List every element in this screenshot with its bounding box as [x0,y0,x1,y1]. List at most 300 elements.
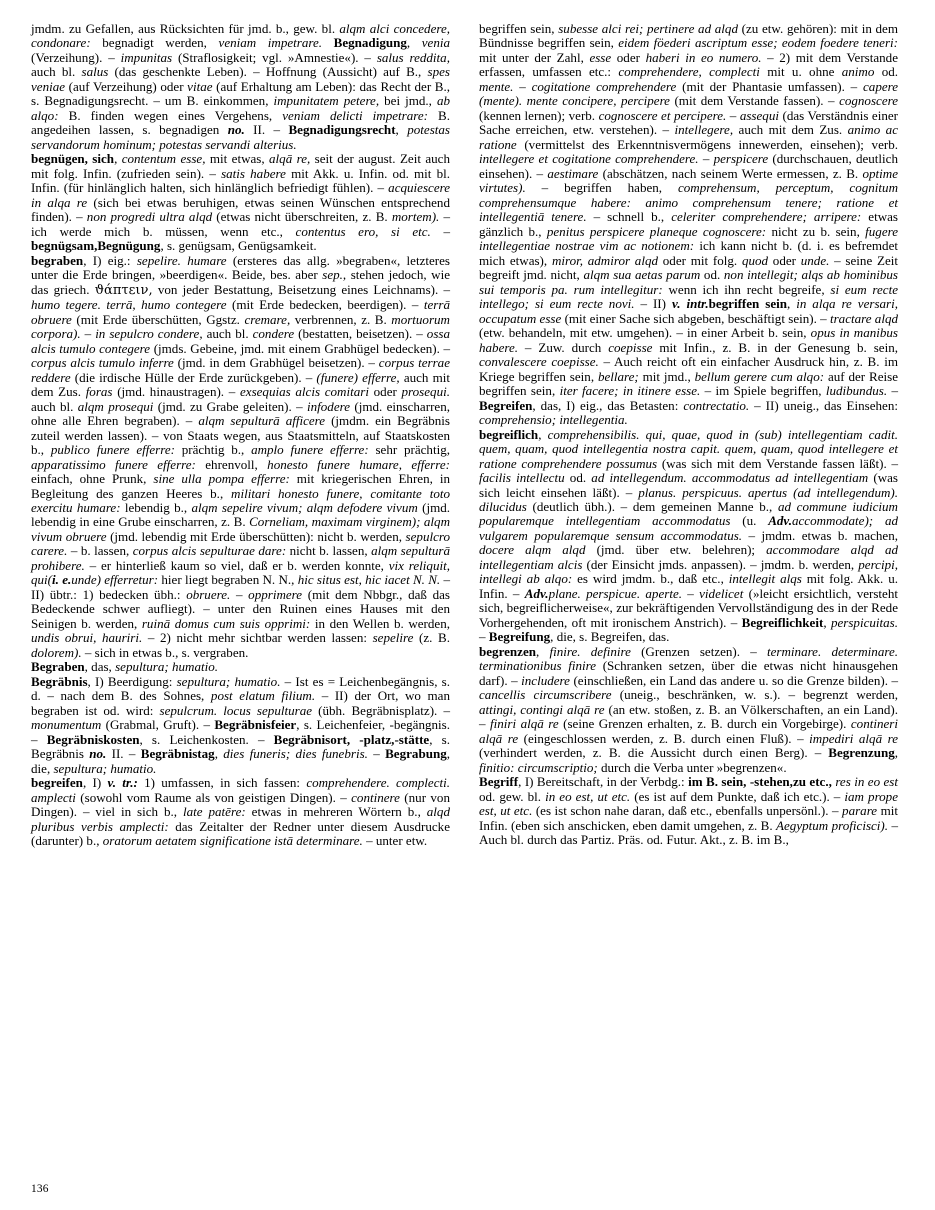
german-text: (das Verständnis einer Sache erreichen, etw. verstehen). – [479,107,898,138]
latin-gloss: animo ac ratione [479,122,898,152]
german-text: ich kann nicht b. (d. i. es befremdet mich etwas), [479,238,898,268]
german-text: – [430,223,450,239]
latin-gloss: accommodate); ad vulgarem popularemque sensum accommodatus. [479,513,898,543]
latin-gloss: iam prope est, ut etc. [479,788,898,819]
german-text: – er hinterließ kaum so viel, daß er b. werden konnte, [84,557,389,573]
german-text: (das geschenkte Leben). – Hoffnung (Aussicht) auf B., [108,64,428,80]
german-text: (jmd. einscharren, ohne alle Ehren begraben). – [31,398,450,429]
german-text: (jmds. Gebeine, jmd. mit einem Grabhügel bedecken). – [150,340,451,356]
dictionary-entry [479,775,898,847]
german-text: (jmd. in dem Grabhügel beisetzen). – [173,355,379,371]
latin-gloss: corpus alcis sepulturae dare: [132,543,287,559]
latin-gloss: veniam delicti impetrare: [282,107,428,123]
german-text: (»leicht ersichtlich, versteht sich, begreiflicherweise«, zur bekräftigenden Vervollständigung des in der Rede Vorhergehenden, oft mit ironischem Anstrich). – [479,585,898,630]
latin-gloss: parare [842,803,878,819]
german-text: etwas in mehreren Wörtern b., [245,804,427,820]
headword-or-emphasis: Begreifen [479,397,533,413]
latin-gloss: finiri alqā re [490,716,559,732]
german-text: etwas gänzlich b., [479,209,898,239]
latin-gloss: terrā obruere [31,297,450,327]
latin-gloss: subesse alci rei; pertinere ad alqd [558,21,738,36]
latin-gloss: res in eo est [835,774,899,790]
dictionary-entry [31,660,450,674]
latin-gloss: comprehensum, perceptum, cognitum comprehensumque habere: animo comprehensum tenere; ratione et intellegentiā tenere. [479,180,898,225]
latin-gloss: impunitatem petere, [273,93,380,109]
latin-gloss: ab alqo: [31,93,450,123]
latin-gloss: sepulcrum. locus sepulturae [159,702,313,718]
german-text: nicht b. lassen, [286,543,372,559]
german-text: mit etwas, [205,151,270,167]
headword-or-emphasis: Begrenzung [828,745,895,761]
latin-gloss: Corneliam, maximam virginem); alqm vivum obruere [31,514,450,544]
latin-gloss: alqm sua aetas parum [583,267,701,283]
german-text: (mit dem Verstande fassen). – [669,93,840,109]
latin-gloss: amplo funere efferre: [251,442,369,458]
latin-gloss: obruere. [186,586,231,602]
headword-or-emphasis: Begrabung [385,746,447,762]
german-text: – [230,586,249,602]
latin-gloss: continere [351,789,400,805]
german-text: , I) Bereitschaft, in der Verbdg.: [518,774,689,790]
german-text: (was sich mit dem Verstande fassen läßt). – [657,455,898,471]
latin-gloss: finitio: circumscriptio; [479,759,598,775]
german-text: begnadigt werden, [90,35,219,51]
two-column-text-body [31,22,899,1160]
german-text: , das, I) eig., das Betasten: [532,397,684,413]
latin-gloss: sep., [322,267,347,283]
latin-gloss: undis obrui, hauriri. [31,630,143,646]
german-text: durch die Verba unter »begrenzen«. [597,759,787,775]
german-text: , die, s. Begreifen, das. [550,629,670,645]
latin-gloss: contentum esse, [121,151,206,167]
headword-or-emphasis: begreifen [31,775,83,791]
german-text: B. angedeihen lassen, s. begnadigen [31,107,450,138]
german-text: begriffen sein, [479,21,559,36]
german-text: prächtig b., [174,442,252,458]
latin-gloss: sepelire. humare [136,252,227,268]
latin-gloss: comprehendere, complecti [618,64,760,80]
latin-gloss: spes veniae [31,64,451,94]
german-text: (mit Erde überschütten, Ggstz. [71,311,245,327]
german-text: (vermittelst des Erkenntnisvermögens innewerden, einsehen); verb. [516,136,898,152]
german-text: (es ist auf dem Punkte, daß ich etc.). – [630,788,845,804]
german-text: (etw. behandeln, mit etw. umgehen). – in einer Arbeit b. sein, [479,325,811,341]
latin-gloss: contineri alqā re [479,716,898,746]
german-text: sehr prächtig, [368,442,450,458]
german-text: (mit Erde bedecken, beerdigen). – [226,297,424,313]
german-text: (z. B. [413,630,450,646]
german-text: auch bl. [31,64,82,80]
latin-gloss: docere alqm alqd [479,542,586,558]
german-text: , [894,745,898,761]
latin-gloss: comprehendere. complecti. amplecti [31,775,451,805]
latin-gloss: perspicere [713,151,769,167]
page-number: 136 [31,1183,49,1195]
latin-gloss: potestas servandorum hominum; potestas servandi alterius. [31,122,450,152]
latin-gloss: quod [741,252,769,268]
latin-gloss: in sepulcro condere, [95,326,203,342]
latin-gloss: salus reddita, [376,49,450,65]
german-text: (übh. Begräbnisplatz). – [312,702,450,718]
latin-gloss: planus. perspicuus. apertus (ad intellegendum). dilucidus [479,484,898,514]
german-text: – II) [634,296,672,312]
german-text: – II) uneig., das Einsehen: [749,397,898,413]
latin-gloss: alqm sepulturā prohibere. [31,543,450,573]
german-text: (Verzeihung). – [31,49,121,65]
latin-gloss: condere [252,326,295,342]
headword-or-emphasis: Begnadigung [333,35,407,51]
german-text: (sowohl vom Raume als von geistigen Dingen). – [75,789,352,805]
german-text: 1) umfassen, in sich fassen: [137,775,307,791]
latin-gloss: terminare. determinare. terminationibus finire [479,643,898,674]
headword-or-emphasis: v. tr.: [107,775,138,791]
german-text: es wird jmdm. b., daß etc., [572,571,729,587]
german-text: (mit der Phantasie umfassen). – [676,78,863,94]
latin-gloss: dies funeris; dies funebris. [223,746,368,762]
latin-gloss: cognoscere [839,93,898,109]
german-text: (kennen lernen); verb. [479,107,599,123]
german-text: (der Einsicht jmds. anpassen). – jmdm. b. werden, [582,556,859,572]
headword-or-emphasis: v. intr. [671,296,709,312]
latin-gloss: non progredi ultra alqd [86,209,213,225]
german-text: – jmdm. etwas b. machen, [742,527,898,543]
german-text: – Auch reicht oft ein einfacher Ausdruck hin, z. B. im Kriege begriffen sein, [479,354,898,384]
german-text: – Auch bl. durch das Partiz. Präs. od. Futur. Akt., z. B. im B., [479,817,898,848]
german-text: (durchschauen, deutlich einsehen). – [479,151,899,181]
latin-gloss: si eum recte intellego; si eum recte novi. [479,281,898,312]
latin-gloss: finire. definire [549,643,631,659]
german-text: – [80,326,96,342]
latin-gloss: bellum gerere cum alqo: [694,368,825,384]
headword-or-emphasis: Begreifung [488,629,551,645]
german-text: – seine Zeit begreift jmd. nicht, [479,252,899,283]
latin-gloss: penitus perspicere planeque cognoscere: [546,223,767,239]
german-text: (mit einer Sache sich abgeben, beschäftigt sein). – [561,310,830,326]
german-text: bei jmd., [379,93,437,109]
latin-gloss: venia [421,35,451,51]
latin-gloss: alqd pluribus verbis amplecti: [31,804,450,834]
german-text: (Grenzen setzen). – [630,643,767,659]
german-text: – [513,78,532,94]
german-text: (was sich leicht einsehen läßt). – [479,470,898,500]
latin-gloss: contentus ero, si etc. [295,223,431,239]
german-text: von jeder Bestattung, Beisetzung eines Leichnams). – [152,281,450,297]
latin-gloss: intellegere et cogitatione comprehendere. [479,151,699,167]
latin-gloss: perspicuitas. [830,614,898,630]
latin-gloss: comprehensio; intellegentia. [479,412,628,428]
latin-gloss: coepisse [608,339,653,355]
german-text: seit der august. Zeit auch mit folg. Infin. (zufrieden sein). – [31,151,450,181]
headword-or-emphasis: begraben [31,252,84,268]
latin-gloss: unde. [800,252,830,268]
german-text: , das, [84,659,116,675]
german-text: , s. Leichenkosten. – [139,731,274,747]
german-text: II. – [106,746,141,762]
latin-gloss: mortem). [391,209,440,225]
latin-gloss: sine ulla pompa efferre: [153,471,290,487]
german-text: , [395,122,408,138]
german-text: , I) eig.: [83,252,137,268]
latin-gloss: unde) efferretur: [71,572,159,588]
latin-gloss: cremare, [244,311,291,327]
latin-gloss: monumentum [31,717,102,733]
german-text: (bestatten, beisetzen). – [294,326,427,342]
german-text: – unter etw. [362,833,428,849]
latin-gloss: veniam impetrare. [218,35,323,51]
german-text: – 2) nicht mehr sichtbar werden lassen: [142,630,373,646]
dictionary-entry [31,152,450,253]
german-text: das Zeitalter der Redner unter diesem Ausdrucke (darunter) b., [31,818,450,849]
right-text-column [479,22,898,848]
dictionary-entry [31,22,450,152]
latin-gloss: cancellis circumscribere [479,687,612,703]
latin-gloss: tractare alqd [829,310,898,326]
headword-or-emphasis: begreiflich [479,426,539,442]
latin-gloss: eidem föederi ascriptum esse; eodem foedere teneri: [618,35,898,51]
german-text: auch bl. [202,326,253,342]
latin-gloss: sepultura; humatio. [176,673,281,689]
headword-or-emphasis: begriffen sein [708,296,787,312]
german-text: (jmd. lebendig in eine Grube einscharren, z. B. [31,499,451,530]
german-text: II. – [244,122,289,138]
german-text: – II) übtr.: 1) bedecken übh.: [31,572,451,602]
latin-gloss: alqm prosequi [77,398,154,414]
german-text: wenn ich ihn recht begreife, [662,281,831,297]
german-text: mit unter der Zahl, [479,49,590,65]
latin-gloss: opprimere [248,586,303,602]
german-text: oder [611,49,646,65]
german-text: , [536,643,550,659]
german-text: od. gew. bl. [479,788,546,804]
german-text: auf der Reise begriffen sein, [479,368,898,399]
headword-or-emphasis: begrenzen [479,643,537,659]
german-text: (jmd. lebendig mit Erde überschütten): nicht b. werden, [106,528,406,544]
headword-or-emphasis: Begreiflichkeit [741,614,824,630]
german-text: (u. [730,513,769,529]
german-text: (Grabmal, Gruft). – [101,717,215,733]
dictionary-entry [31,675,450,776]
german-text: oder [768,252,801,268]
latin-gloss: in eo est, ut etc. [545,788,631,804]
german-text: – ich werde mich b. müssen, wenn etc., [31,209,451,239]
latin-gloss: intellegere, [674,122,734,138]
latin-gloss: alqm sepulturā afficere [198,413,326,429]
german-text: oder mit folg. [658,252,742,268]
headword-or-emphasis: Begräbnisort, -platz,-stätte [273,731,430,747]
german-text: (jmd. hinaustragen). – [112,384,240,400]
dictionary-entry [479,22,898,428]
german-text: auch mit dem Zus. [733,122,848,138]
german-text: oder [368,384,402,400]
latin-gloss: opus in manibus habere. [479,325,898,355]
latin-gloss: alqā re, [269,151,311,167]
latin-gloss: mortuorum corpora). [31,311,450,342]
latin-gloss: dolorem). [31,644,82,660]
german-text: , [114,151,122,167]
german-text: (verhindert werden, z. B. die Aussicht durch einen Berg). – [479,745,829,761]
german-text: (sich bei etwas beruhigen, etwas seinen Wünschen entsprechend finden). – [31,194,450,225]
greek-gloss: ϑάπτειν, [94,282,153,298]
german-text: – Ist es = Leichenbegängnis, s. d. – nach dem B. des Sohnes, [31,673,451,704]
german-text: – II) der Ort, wo man begraben ist od. wird: [31,688,450,718]
german-text: , s. Begräbnis [31,731,450,762]
latin-gloss: alqm sepelire vivum; alqm defodere vivum [191,499,418,515]
latin-gloss: ossa alcis tumulo contegere [31,326,450,356]
latin-gloss: impediri alqā re [809,730,898,746]
headword-or-emphasis: Begräbnistag [140,746,215,762]
headword-or-emphasis: Adv. [524,585,549,601]
german-text: – [726,107,740,123]
german-text: – [682,585,700,601]
latin-gloss: videlicet [699,585,744,601]
german-text: B. finden wegen eines Vergehens, [58,107,283,123]
german-text: , die, [31,746,450,776]
latin-gloss: fugere intellegentiae nostrae vim ac notionem: [479,223,899,254]
latin-gloss: animo [841,64,875,80]
latin-gloss: cognoscere et percipere. [598,107,727,123]
german-text: nicht zu b. sein, [766,223,866,239]
german-text: (zu etw. gehören): mit in dem Bündnisse begriffen sein, [479,21,898,51]
latin-gloss: hic situs est, hic iacet N. N. [297,572,441,588]
german-text: mit jmd., [638,368,695,384]
latin-gloss: infodere [307,398,350,414]
headword-or-emphasis: Begriff [479,774,519,790]
german-text: (uneig., beschränken, w. s.). – begrenzt werden, [611,687,898,703]
latin-gloss: vix reliquit, qui( [31,557,450,588]
latin-gloss: esse [589,49,612,65]
german-text: mit Infin. (eben sich anschicken, eben damit umgehen, z. B. [479,803,898,833]
german-text: verbrennen, z. B. [290,311,392,327]
latin-gloss: exsequias alcis comitari [239,384,369,400]
headword-or-emphasis: begnügen, sich [31,151,115,167]
latin-gloss: oratorum aetatem significatione istā determinare. [102,833,363,849]
german-text: – b. lassen, [67,543,133,559]
latin-gloss: vitae [187,78,213,94]
headword-or-emphasis: Adv. [768,513,792,529]
latin-gloss: cogitatione comprehendere [531,78,677,94]
latin-gloss: plane. perspicue. aperte. [548,585,682,601]
latin-gloss: bellare; [597,368,639,384]
german-text: (eingeschlossen werden, z. B. durch einen Fluß). – [518,730,810,746]
latin-gloss: comprehensibilis. qui, quae, quod in (sub) intellegentiam cadit. quem, quam, quod intellegentia nostra capit. quem, quam, quod intellegere et ratione comprehendere possumus [479,426,898,471]
german-text: , [787,296,797,312]
german-text: mit Infin., z. B. in der Genesung b. sein, [652,339,899,355]
latin-gloss: optime virtutes). [479,165,898,196]
latin-gloss: assequi [739,107,779,123]
latin-gloss: honesto funere humare, efferre: [267,456,450,472]
latin-gloss: prosequi. [401,384,450,400]
headword-or-emphasis: Begräbniskosten [46,731,140,747]
dictionary-entry [31,776,450,848]
german-text: – begriffen haben, [525,180,678,196]
german-text: mit kriegerischen Ehren, in Begleitung des ganzen Heeres b., [31,471,450,501]
latin-gloss: sepultura; humatio. [53,760,157,776]
german-text: – [479,629,489,645]
german-text: , s. Leichenfeier, -begängnis. – [31,717,450,747]
latin-gloss: miror, admiror alqd [551,252,659,268]
headword-or-emphasis: Begräbnis [31,673,88,689]
german-text: (seine Grenzen erhalten, z. B. durch ein Vorgebirge). [558,716,851,732]
latin-gloss: haberi in eo numero. [645,49,762,65]
latin-gloss: corpus terrae reddere [31,355,450,385]
german-text: (es ist schon nahe daran, daß etc., ebenfalls unpersönl.). – [532,803,843,819]
german-text: (die irdische Hülle der Erde zurückgeben). – [70,369,317,385]
latin-gloss: iter facere; in itinere esse. [559,383,701,399]
latin-gloss: includere [521,672,570,688]
german-text: od. [874,64,899,80]
german-text: (auf Erhaltung am Leben): das Recht der B., s. Begnadigungsrecht. – um B. einkommen, [31,78,450,109]
headword-or-emphasis: begnügsam,Begnügung [31,238,161,254]
latin-gloss: intellegit alqs [728,571,802,587]
german-text: – [887,383,898,399]
german-text: stehen jedoch, wie das griech. [31,267,450,297]
latin-gloss: impunitas [120,49,173,65]
latin-gloss: post elatum filium. [210,688,316,704]
german-text: (deutlich übh.). – dem gemeinen Manne b., [526,498,778,514]
german-text: – 2) mit dem Verstande erfassen, umfassen etc.: [479,49,898,80]
german-text: (Schranken setzen, über die etwas nicht hinausgehen darf). – [479,658,898,688]
latin-gloss: humo tegere. terrā, humo contegere [31,297,227,313]
latin-gloss: aestimare [547,165,599,181]
latin-gloss: (funere) efferre, [316,369,400,385]
german-text: (etwas nicht überschreiten, z. B. [212,209,392,225]
german-text: (nur von Dingen). – viel in sich b., [31,789,450,820]
german-text: , [538,426,548,442]
latin-gloss: ludibundus. [825,383,888,399]
german-text: od. [700,267,724,283]
latin-gloss: salus [81,64,109,80]
headword-or-emphasis: Begnadigungsrecht [288,122,396,138]
german-text: (Straflosigkeit; vgl. »Amnestie«). – [172,49,377,65]
latin-gloss: contrectatio. [683,397,750,413]
latin-gloss: sepelire [372,630,414,646]
headword-or-emphasis: im B. sein, -stehen,zu etc., [688,774,832,790]
german-text: – [698,151,714,167]
german-text: (jmdm. ein Begräbnis zuteil werden lassen). – von Staats wegen, aus Staatsmitteln, auf Staatskosten b., [31,413,450,458]
latin-gloss: satis habere [221,165,286,181]
latin-gloss: convalescere coepisse. [479,354,599,370]
german-text: (jmd. über etw. belehren); [585,542,767,558]
latin-gloss: ad intellegendum. accommodatus ad intellegentiam [591,470,869,486]
latin-gloss: publico funere efferre: [50,442,175,458]
headword-or-emphasis: no. [89,746,107,762]
german-text: , I) Beerdigung: [87,673,177,689]
german-text: ehrenvoll, [195,456,268,472]
latin-gloss: capere (mente). mente concipere, percipere [479,78,899,109]
headword-or-emphasis: no. [227,122,245,138]
latin-gloss: in alqa re versari, occupatum esse [479,296,899,326]
german-text: mit Akk. u. Infin. od. mit bl. Infin. (für hinlänglich halten, sich hinlänglich befriedigt fühlen). – [31,165,451,196]
headword-or-emphasis: Begraben [31,659,85,675]
german-text: in den Wellen b. werden, [310,615,450,631]
latin-gloss: alqm alci concedere, condonare: [31,21,451,51]
latin-gloss: late patēre: [183,804,246,820]
latin-gloss: mente. [479,78,514,94]
latin-gloss: acquiescere in alqa re [31,180,450,210]
german-text: – schnell b., [586,209,672,225]
latin-gloss: celeriter comprehendere; arripere: [671,209,862,225]
dictionary-entry [31,254,450,661]
german-text: einfach, ohne Prunk, [31,471,154,487]
latin-gloss: ruinā domus cum suis opprimi: [141,615,311,631]
german-text: (ersteres das allg. »begraben«, letzteres unter die Erde bringen, »beerdigen«. Beide, bes. aber [31,252,451,283]
latin-gloss: apparatissimo funere efferre: [31,456,196,472]
german-text: (mit dem Nbbgr., daß das Bedeckende schwer aufliegt). – unter den Ruinen eines Hauses mit den Seinigen b. werden, [31,586,451,631]
latin-gloss: facilis intellectu [479,470,565,486]
german-text: mit folg. Akk. u. Infin. – [479,571,898,601]
latin-gloss: foras [85,384,113,400]
german-text: , [823,614,831,630]
